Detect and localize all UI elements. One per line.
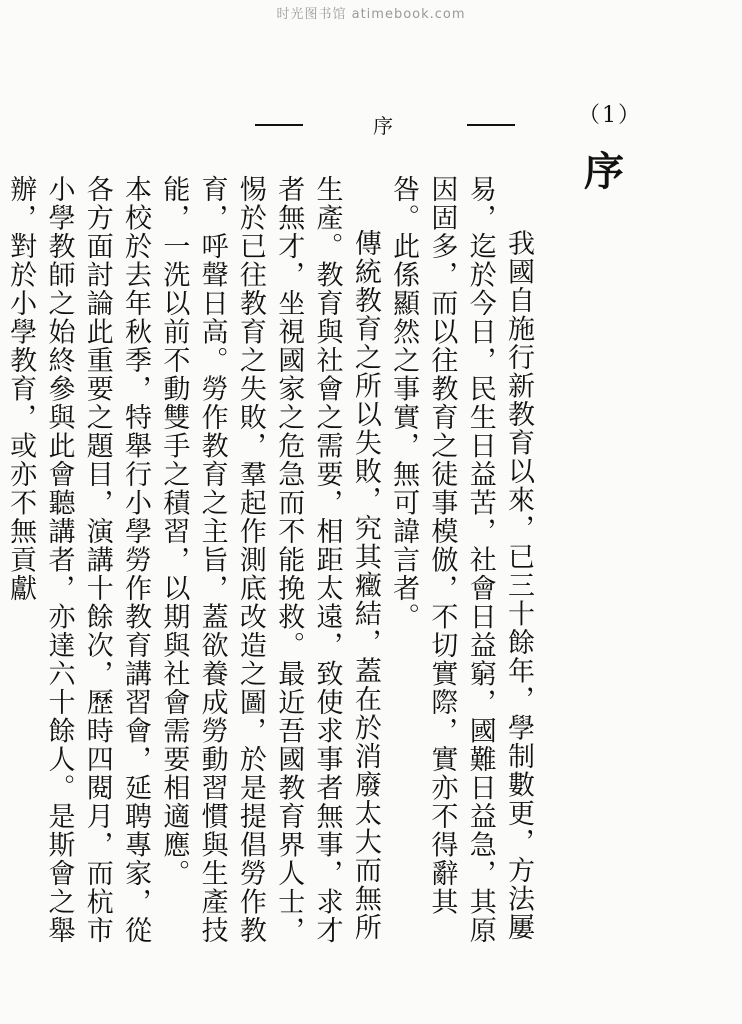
paragraph-2: 傳統教育之所以失敗，究其癥結，蓋在於消廢太大而無所生產。教育與社會之需要，相距太遠，致使求事者無事，求才者無才，坐視國家之危急而不能挽救。最近吾國教育界人士，惕於已往教育之失敗，羣起作測底改造之圖，於是提倡勞作教育，呼聲日高。勞作教育之主旨，蓋欲養成勞動習慣與生產技能，一洗以前不動雙手之積習，以期與社會需要相適應。 — [158, 175, 381, 945]
page-number: （1） — [578, 103, 642, 128]
running-head-title: 序 — [373, 114, 393, 138]
running-head — [255, 110, 515, 138]
running-head-rule-left — [255, 124, 303, 126]
paragraph-3: 本校於去年秋季，特舉行小學勞作教育講習會，延聘專家，從各方面討論此重要之題目，演講十餘次，歷時四閱月，而杭市小學教師之始終參與此會聽講者，亦達六十餘人。是斯會之舉辦，對於小學教育，或亦不無貢獻 — [5, 175, 152, 945]
watermark: 时光图书馆 atimebook.com — [276, 7, 466, 22]
body-text — [1, 175, 537, 945]
paragraph-1: 我國自施行新教育以來，已三十餘年，學制數更，方法屢易，迄於今日，民生日益苦，社會日益窮，國難日益急，其原因固多，而以往教育之徒事模倣，不切實際，實亦不得辭其咎。此係顯然之事實，無可諱言者。 — [388, 175, 534, 945]
running-head-rule-right — [467, 124, 515, 126]
section-title: 序 — [584, 148, 624, 195]
